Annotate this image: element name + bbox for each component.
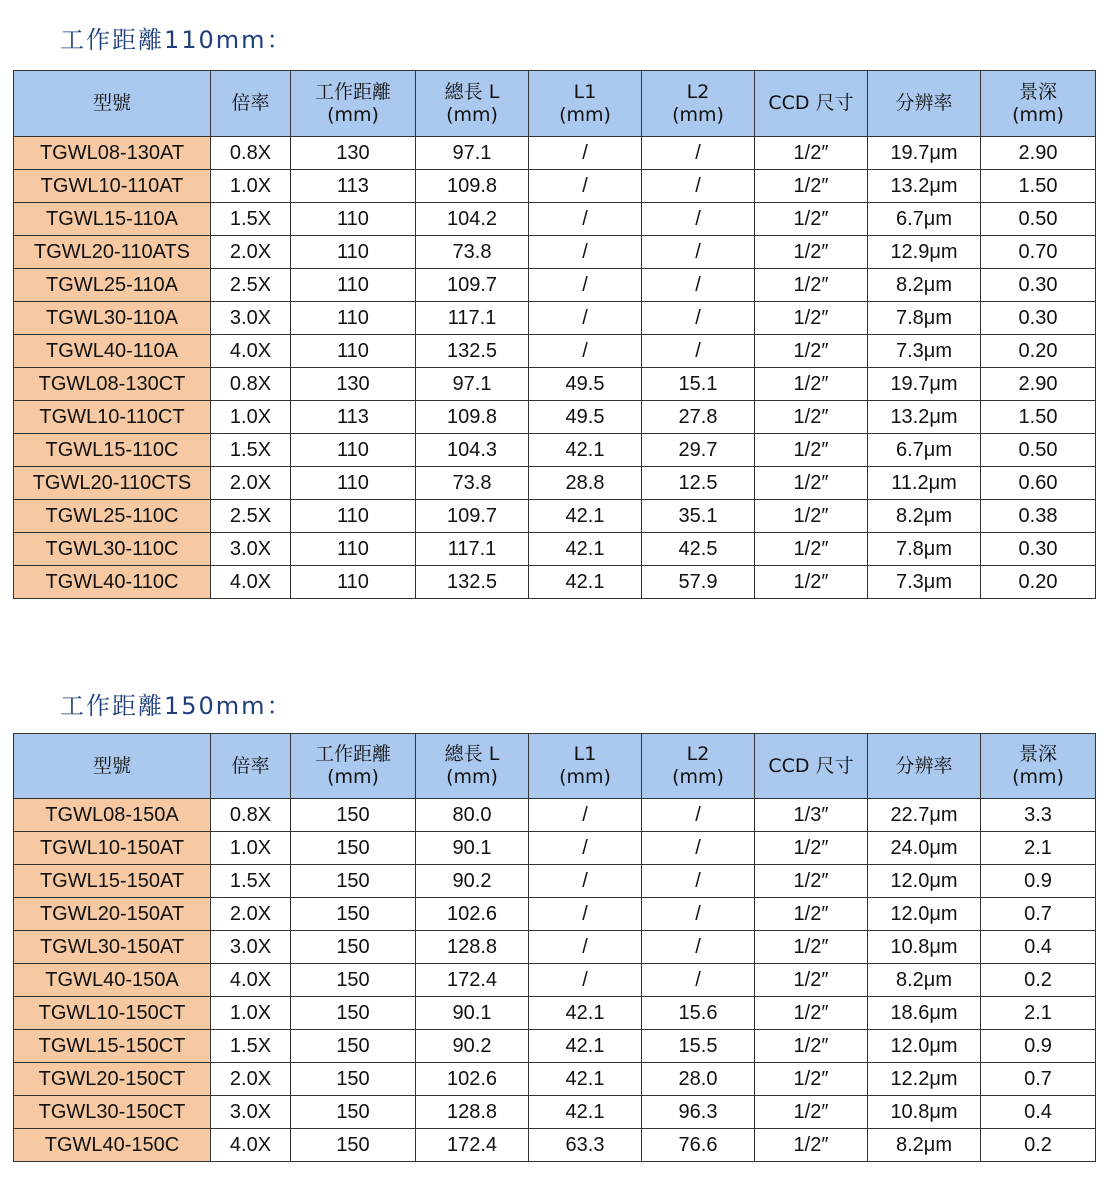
header-model: 型號 <box>14 734 211 799</box>
cell-ccd-size: 1/2″ <box>755 1096 868 1129</box>
cell-resolution: 8.2μm <box>868 500 981 533</box>
cell-magnification: 2.5X <box>211 269 291 302</box>
cell-magnification: 3.0X <box>211 533 291 566</box>
header-depth-of-field: 景深 (mm) <box>981 71 1096 137</box>
cell-l2: 28.0 <box>642 1063 755 1096</box>
cell-l2: / <box>642 964 755 997</box>
header-row <box>14 71 1096 137</box>
header-total-length: 總長 L (mm) <box>416 71 529 137</box>
cell-l2: / <box>642 170 755 203</box>
cell-magnification: 4.0X <box>211 335 291 368</box>
cell-working-distance: 130 <box>291 368 416 401</box>
cell-depth-of-field: 3.3 <box>981 799 1096 832</box>
cell-working-distance: 113 <box>291 401 416 434</box>
header-magnification: 倍率 <box>211 71 291 137</box>
cell-ccd-size: 1/2″ <box>755 997 868 1030</box>
cell-resolution: 19.7μm <box>868 368 981 401</box>
cell-resolution: 18.6μm <box>868 997 981 1030</box>
cell-working-distance: 150 <box>291 832 416 865</box>
cell-l2: 27.8 <box>642 401 755 434</box>
cell-magnification: 3.0X <box>211 931 291 964</box>
cell-ccd-size: 1/2″ <box>755 1030 868 1063</box>
cell-l1: / <box>529 170 642 203</box>
table-row <box>14 269 1096 302</box>
cell-depth-of-field: 0.50 <box>981 434 1096 467</box>
cell-magnification: 1.5X <box>211 1030 291 1063</box>
cell-resolution: 12.0μm <box>868 865 981 898</box>
table-row <box>14 434 1096 467</box>
cell-l1: / <box>529 931 642 964</box>
table-row <box>14 1129 1096 1162</box>
table-row <box>14 137 1096 170</box>
cell-l1: 49.5 <box>529 401 642 434</box>
cell-ccd-size: 1/2″ <box>755 236 868 269</box>
cell-l1: 28.8 <box>529 467 642 500</box>
cell-resolution: 12.2μm <box>868 1063 981 1096</box>
cell-model: TGWL20-150AT <box>14 898 211 931</box>
cell-working-distance: 110 <box>291 236 416 269</box>
cell-total-length: 172.4 <box>416 964 529 997</box>
cell-l1: 42.1 <box>529 997 642 1030</box>
cell-l2: 12.5 <box>642 467 755 500</box>
cell-l1: 42.1 <box>529 1096 642 1129</box>
table-row <box>14 302 1096 335</box>
cell-depth-of-field: 0.20 <box>981 335 1096 368</box>
cell-resolution: 11.2μm <box>868 467 981 500</box>
cell-l1: / <box>529 799 642 832</box>
header-l2: L2 (mm) <box>642 734 755 799</box>
cell-working-distance: 110 <box>291 269 416 302</box>
header-magnification: 倍率 <box>211 734 291 799</box>
cell-model: TGWL20-150CT <box>14 1063 211 1096</box>
cell-magnification: 4.0X <box>211 964 291 997</box>
cell-model: TGWL30-150CT <box>14 1096 211 1129</box>
cell-magnification: 0.8X <box>211 137 291 170</box>
cell-ccd-size: 1/2″ <box>755 467 868 500</box>
cell-resolution: 24.0μm <box>868 832 981 865</box>
cell-total-length: 90.1 <box>416 997 529 1030</box>
cell-ccd-size: 1/2″ <box>755 898 868 931</box>
cell-total-length: 109.7 <box>416 500 529 533</box>
cell-l1: / <box>529 335 642 368</box>
header-depth-of-field: 景深 (mm) <box>981 734 1096 799</box>
cell-working-distance: 110 <box>291 203 416 236</box>
table-row <box>14 898 1096 931</box>
cell-l1: 49.5 <box>529 368 642 401</box>
cell-resolution: 7.8μm <box>868 302 981 335</box>
cell-total-length: 73.8 <box>416 467 529 500</box>
cell-l1: 63.3 <box>529 1129 642 1162</box>
cell-ccd-size: 1/2″ <box>755 335 868 368</box>
cell-working-distance: 130 <box>291 137 416 170</box>
cell-working-distance: 110 <box>291 434 416 467</box>
cell-ccd-size: 1/2″ <box>755 302 868 335</box>
cell-model: TGWL20-110CTS <box>14 467 211 500</box>
cell-ccd-size: 1/2″ <box>755 137 868 170</box>
table-row <box>14 236 1096 269</box>
cell-l2: / <box>642 269 755 302</box>
cell-magnification: 1.5X <box>211 434 291 467</box>
cell-working-distance: 150 <box>291 931 416 964</box>
cell-l2: 42.5 <box>642 533 755 566</box>
cell-l1: 42.1 <box>529 434 642 467</box>
cell-depth-of-field: 2.90 <box>981 137 1096 170</box>
cell-model: TGWL40-110A <box>14 335 211 368</box>
cell-ccd-size: 1/2″ <box>755 401 868 434</box>
cell-magnification: 2.0X <box>211 236 291 269</box>
cell-l2: / <box>642 931 755 964</box>
cell-l2: / <box>642 865 755 898</box>
cell-l2: / <box>642 236 755 269</box>
cell-depth-of-field: 2.1 <box>981 997 1096 1030</box>
cell-resolution: 22.7μm <box>868 799 981 832</box>
spec-table-110 <box>13 70 1096 599</box>
cell-model: TGWL25-110A <box>14 269 211 302</box>
cell-magnification: 1.0X <box>211 832 291 865</box>
cell-total-length: 102.6 <box>416 898 529 931</box>
cell-ccd-size: 1/2″ <box>755 434 868 467</box>
table-row <box>14 401 1096 434</box>
cell-resolution: 10.8μm <box>868 1096 981 1129</box>
cell-total-length: 102.6 <box>416 1063 529 1096</box>
cell-total-length: 90.1 <box>416 832 529 865</box>
cell-l1: 42.1 <box>529 1063 642 1096</box>
header-l2: L2 (mm) <box>642 71 755 137</box>
table-row <box>14 931 1096 964</box>
cell-total-length: 90.2 <box>416 1030 529 1063</box>
cell-working-distance: 150 <box>291 865 416 898</box>
cell-total-length: 117.1 <box>416 533 529 566</box>
cell-l1: / <box>529 203 642 236</box>
cell-ccd-size: 1/2″ <box>755 269 868 302</box>
cell-depth-of-field: 0.4 <box>981 931 1096 964</box>
cell-l2: / <box>642 799 755 832</box>
cell-resolution: 7.3μm <box>868 566 981 599</box>
cell-working-distance: 150 <box>291 1063 416 1096</box>
cell-resolution: 13.2μm <box>868 401 981 434</box>
cell-total-length: 80.0 <box>416 799 529 832</box>
table-row <box>14 566 1096 599</box>
cell-total-length: 73.8 <box>416 236 529 269</box>
cell-total-length: 104.2 <box>416 203 529 236</box>
spec-table-150 <box>13 733 1096 1162</box>
cell-depth-of-field: 0.30 <box>981 269 1096 302</box>
cell-model: TGWL08-130AT <box>14 137 211 170</box>
cell-model: TGWL15-150CT <box>14 1030 211 1063</box>
cell-resolution: 13.2μm <box>868 170 981 203</box>
cell-magnification: 4.0X <box>211 566 291 599</box>
cell-depth-of-field: 0.2 <box>981 964 1096 997</box>
cell-resolution: 8.2μm <box>868 1129 981 1162</box>
cell-total-length: 97.1 <box>416 368 529 401</box>
cell-depth-of-field: 0.7 <box>981 1063 1096 1096</box>
cell-resolution: 8.2μm <box>868 964 981 997</box>
cell-l1: / <box>529 137 642 170</box>
table-row <box>14 1030 1096 1063</box>
cell-working-distance: 150 <box>291 1030 416 1063</box>
section-title-110: 工作距離110mm： <box>60 26 293 54</box>
cell-magnification: 2.0X <box>211 467 291 500</box>
cell-working-distance: 150 <box>291 997 416 1030</box>
cell-ccd-size: 1/2″ <box>755 203 868 236</box>
cell-total-length: 109.8 <box>416 170 529 203</box>
cell-model: TGWL15-110C <box>14 434 211 467</box>
cell-working-distance: 110 <box>291 500 416 533</box>
cell-resolution: 10.8μm <box>868 931 981 964</box>
cell-ccd-size: 1/2″ <box>755 964 868 997</box>
cell-model: TGWL15-150AT <box>14 865 211 898</box>
cell-resolution: 7.8μm <box>868 533 981 566</box>
cell-ccd-size: 1/2″ <box>755 1063 868 1096</box>
cell-l2: / <box>642 832 755 865</box>
cell-working-distance: 150 <box>291 964 416 997</box>
cell-total-length: 132.5 <box>416 335 529 368</box>
cell-working-distance: 113 <box>291 170 416 203</box>
table-row <box>14 799 1096 832</box>
header-model: 型號 <box>14 71 211 137</box>
header-working-distance: 工作距離 (mm) <box>291 734 416 799</box>
cell-resolution: 12.9μm <box>868 236 981 269</box>
cell-total-length: 132.5 <box>416 566 529 599</box>
header-ccd-size: CCD 尺寸 <box>755 734 868 799</box>
cell-depth-of-field: 1.50 <box>981 401 1096 434</box>
cell-magnification: 1.0X <box>211 401 291 434</box>
cell-resolution: 8.2μm <box>868 269 981 302</box>
cell-depth-of-field: 0.30 <box>981 302 1096 335</box>
cell-depth-of-field: 0.38 <box>981 500 1096 533</box>
cell-total-length: 104.3 <box>416 434 529 467</box>
cell-total-length: 109.8 <box>416 401 529 434</box>
cell-l2: / <box>642 137 755 170</box>
cell-resolution: 7.3μm <box>868 335 981 368</box>
cell-working-distance: 150 <box>291 799 416 832</box>
cell-magnification: 1.0X <box>211 997 291 1030</box>
cell-working-distance: 110 <box>291 566 416 599</box>
cell-magnification: 2.5X <box>211 500 291 533</box>
table-body-150 <box>14 799 1096 1162</box>
header-resolution: 分辨率 <box>868 71 981 137</box>
cell-l2: 15.5 <box>642 1030 755 1063</box>
cell-l1: / <box>529 302 642 335</box>
cell-l1: / <box>529 832 642 865</box>
cell-resolution: 12.0μm <box>868 1030 981 1063</box>
cell-ccd-size: 1/2″ <box>755 566 868 599</box>
table-row <box>14 997 1096 1030</box>
cell-depth-of-field: 0.50 <box>981 203 1096 236</box>
table-row <box>14 335 1096 368</box>
cell-depth-of-field: 0.70 <box>981 236 1096 269</box>
cell-depth-of-field: 0.7 <box>981 898 1096 931</box>
table-row <box>14 533 1096 566</box>
cell-ccd-size: 1/2″ <box>755 865 868 898</box>
cell-total-length: 90.2 <box>416 865 529 898</box>
cell-model: TGWL20-110ATS <box>14 236 211 269</box>
cell-ccd-size: 1/3″ <box>755 799 868 832</box>
cell-model: TGWL10-150AT <box>14 832 211 865</box>
header-l1: L1 (mm) <box>529 71 642 137</box>
cell-depth-of-field: 0.20 <box>981 566 1096 599</box>
cell-l1: / <box>529 236 642 269</box>
cell-magnification: 3.0X <box>211 1096 291 1129</box>
table-row <box>14 500 1096 533</box>
cell-magnification: 1.5X <box>211 865 291 898</box>
cell-ccd-size: 1/2″ <box>755 500 868 533</box>
cell-model: TGWL10-150CT <box>14 997 211 1030</box>
cell-working-distance: 110 <box>291 467 416 500</box>
cell-model: TGWL30-110C <box>14 533 211 566</box>
cell-l2: 96.3 <box>642 1096 755 1129</box>
cell-model: TGWL40-110C <box>14 566 211 599</box>
cell-total-length: 128.8 <box>416 931 529 964</box>
cell-l2: 15.1 <box>642 368 755 401</box>
cell-ccd-size: 1/2″ <box>755 368 868 401</box>
cell-total-length: 109.7 <box>416 269 529 302</box>
header-total-length: 總長 L (mm) <box>416 734 529 799</box>
cell-magnification: 1.0X <box>211 170 291 203</box>
cell-model: TGWL25-110C <box>14 500 211 533</box>
cell-magnification: 0.8X <box>211 799 291 832</box>
cell-magnification: 2.0X <box>211 898 291 931</box>
cell-model: TGWL15-110A <box>14 203 211 236</box>
cell-depth-of-field: 0.60 <box>981 467 1096 500</box>
header-ccd-size: CCD 尺寸 <box>755 71 868 137</box>
cell-magnification: 2.0X <box>211 1063 291 1096</box>
cell-ccd-size: 1/2″ <box>755 170 868 203</box>
cell-resolution: 6.7μm <box>868 434 981 467</box>
cell-model: TGWL30-110A <box>14 302 211 335</box>
cell-total-length: 117.1 <box>416 302 529 335</box>
cell-total-length: 128.8 <box>416 1096 529 1129</box>
cell-l2: 15.6 <box>642 997 755 1030</box>
cell-l2: 76.6 <box>642 1129 755 1162</box>
cell-l1: 42.1 <box>529 500 642 533</box>
cell-working-distance: 150 <box>291 1129 416 1162</box>
cell-working-distance: 150 <box>291 1096 416 1129</box>
table-row <box>14 368 1096 401</box>
cell-ccd-size: 1/2″ <box>755 1129 868 1162</box>
cell-depth-of-field: 0.30 <box>981 533 1096 566</box>
cell-depth-of-field: 0.9 <box>981 1030 1096 1063</box>
table-row <box>14 832 1096 865</box>
header-working-distance: 工作距離 (mm) <box>291 71 416 137</box>
cell-model: TGWL08-130CT <box>14 368 211 401</box>
cell-model: TGWL10-110AT <box>14 170 211 203</box>
cell-depth-of-field: 0.2 <box>981 1129 1096 1162</box>
cell-l1: 42.1 <box>529 566 642 599</box>
cell-ccd-size: 1/2″ <box>755 832 868 865</box>
cell-total-length: 97.1 <box>416 137 529 170</box>
cell-model: TGWL10-110CT <box>14 401 211 434</box>
table-row <box>14 170 1096 203</box>
cell-l2: / <box>642 335 755 368</box>
cell-ccd-size: 1/2″ <box>755 533 868 566</box>
table-row <box>14 1096 1096 1129</box>
cell-model: TGWL40-150C <box>14 1129 211 1162</box>
table-body-110 <box>14 137 1096 599</box>
cell-l1: / <box>529 865 642 898</box>
cell-l2: 57.9 <box>642 566 755 599</box>
cell-working-distance: 110 <box>291 335 416 368</box>
cell-l2: 35.1 <box>642 500 755 533</box>
cell-l2: / <box>642 898 755 931</box>
table-row <box>14 467 1096 500</box>
table-row <box>14 865 1096 898</box>
cell-model: TGWL08-150A <box>14 799 211 832</box>
cell-depth-of-field: 2.1 <box>981 832 1096 865</box>
cell-depth-of-field: 0.9 <box>981 865 1096 898</box>
cell-total-length: 172.4 <box>416 1129 529 1162</box>
cell-working-distance: 150 <box>291 898 416 931</box>
cell-resolution: 12.0μm <box>868 898 981 931</box>
cell-l2: 29.7 <box>642 434 755 467</box>
cell-l2: / <box>642 302 755 335</box>
cell-magnification: 3.0X <box>211 302 291 335</box>
cell-magnification: 0.8X <box>211 368 291 401</box>
cell-l1: 42.1 <box>529 1030 642 1063</box>
cell-resolution: 6.7μm <box>868 203 981 236</box>
header-row <box>14 734 1096 799</box>
cell-depth-of-field: 2.90 <box>981 368 1096 401</box>
section-title-150: 工作距離150mm： <box>60 692 293 720</box>
header-l1: L1 (mm) <box>529 734 642 799</box>
cell-l1: / <box>529 964 642 997</box>
cell-magnification: 1.5X <box>211 203 291 236</box>
cell-l1: / <box>529 269 642 302</box>
cell-ccd-size: 1/2″ <box>755 931 868 964</box>
cell-l2: / <box>642 203 755 236</box>
cell-resolution: 19.7μm <box>868 137 981 170</box>
table-row <box>14 1063 1096 1096</box>
cell-depth-of-field: 1.50 <box>981 170 1096 203</box>
table-row <box>14 203 1096 236</box>
cell-working-distance: 110 <box>291 302 416 335</box>
header-resolution: 分辨率 <box>868 734 981 799</box>
table-row <box>14 964 1096 997</box>
cell-l1: 42.1 <box>529 533 642 566</box>
cell-depth-of-field: 0.4 <box>981 1096 1096 1129</box>
cell-model: TGWL30-150AT <box>14 931 211 964</box>
cell-l1: / <box>529 898 642 931</box>
cell-magnification: 4.0X <box>211 1129 291 1162</box>
cell-model: TGWL40-150A <box>14 964 211 997</box>
cell-working-distance: 110 <box>291 533 416 566</box>
